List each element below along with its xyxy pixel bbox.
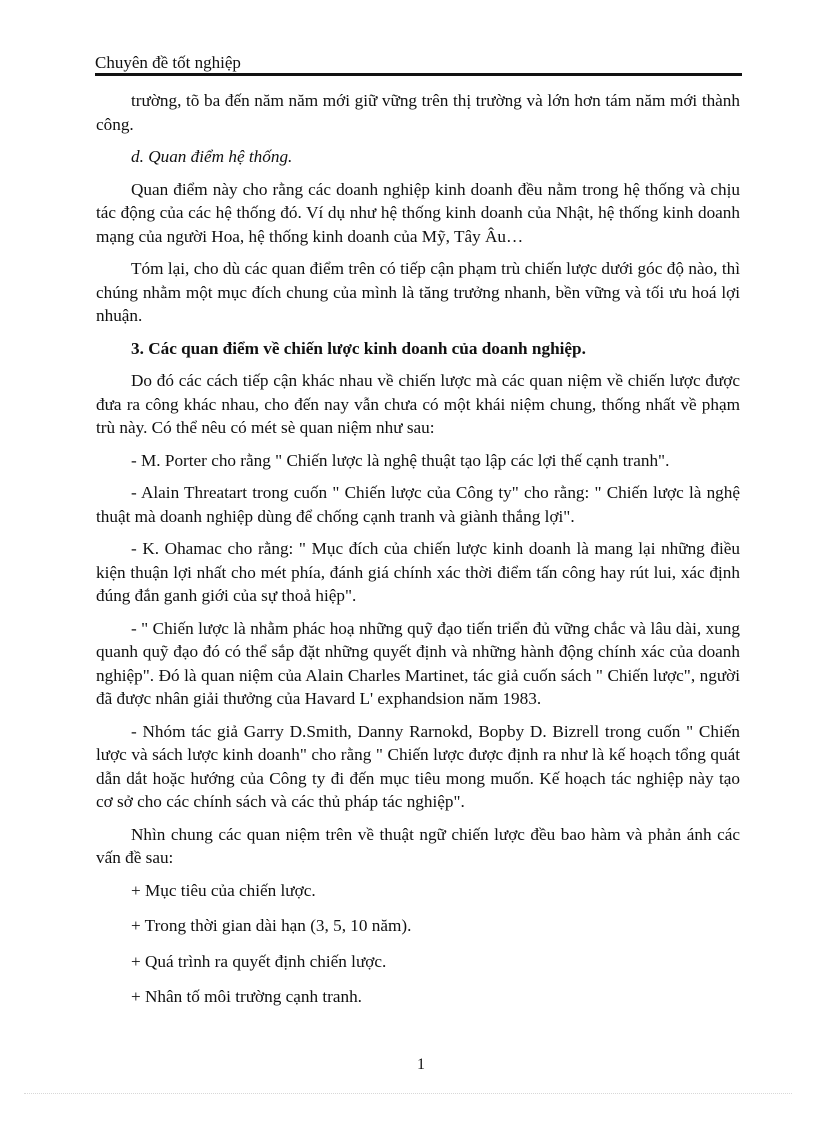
section-heading-strategy-views: 3. Các quan điểm về chiến lược kinh doanh của doanh nghiệp. (131, 338, 586, 358)
header-title: Chuyên đề tốt nghiệp (95, 53, 241, 72)
quote-porter: - M. Porter cho rằng " Chiến lược là nghệ thuật tạo lập các lợi thế cạnh tranh". (131, 450, 670, 470)
list-item-long-term: + Trong thời gian dài hạn (3, 5, 10 năm). (131, 916, 412, 935)
quote-ohamac: - K. Ohamac cho rằng: " Mục đích của chiến lược kinh doanh là mang lại những điều kiện thuận lợi nhất cho mét phía, đánh giá chính xác thời điểm tấn công hay rút lui, xác định đúng đắn ganh giới của sự thoả hiệp". (96, 539, 740, 605)
quote-martinet: - " Chiến lược là nhằm phác hoạ những quỹ đạo tiến triển đủ vững chắc và lâu dài, xung quanh quỹ đạo đó có thể sắp đặt những quyết định và những hành động chính xác của doanh nghiệp". Đó là quan niệm của Alain Charles Martinet, tác giả cuốn sách " Chiến lược", người đã được nhân giải thưởng của Havard L' exphandsion năm 1983. (96, 618, 740, 708)
paragraph-continuation: trường, tõ ba đến năm năm mới giữ vững trên thị trường và lớn hơn tám năm mới thành công. (96, 91, 740, 134)
header-rule (95, 73, 742, 76)
paragraph-overview: Nhìn chung các quan niệm trên về thuật ngữ chiến lược đều bao hàm và phản ánh các vấn đề sau: (96, 824, 740, 867)
list-item-objective: + Mục tiêu của chiến lược. (131, 880, 316, 900)
page-number: 1 (417, 1056, 425, 1073)
quote-smith-group: - Nhóm tác giả Garry D.Smith, Danny Rarnokd, Bopby D. Bizrell trong cuốn " Chiến lược và sách lược kinh doanh" cho rằng " Chiến lược được định ra như là kế hoạch tổng quát dẫn dắt hoặc hướng của Công ty đi đến mục tiêu mong muốn. Kế hoạch tác nghiệp này tạo cơ sở cho các chính sách và các thủ pháp tác nghiệp". (96, 721, 740, 811)
page-header (95, 52, 742, 77)
list-item-competitive-environment: + Nhân tố môi trường cạnh tranh. (131, 987, 362, 1006)
footer-divider (24, 1093, 792, 1094)
list-item-decision-process: + Quá trình ra quyết định chiến lược. (131, 951, 387, 971)
paragraph-system-view: Quan điểm này cho rằng các doanh nghiệp kinh doanh đều nằm trong hệ thống và chịu tác động của các hệ thống đó. Ví dụ như hệ thống kinh doanh của Nhật, hệ thống kinh doanh mạng của người Hoa, hệ thống kinh doanh của Mỹ, Tây Âu… (96, 179, 740, 246)
paragraph-summary: Tóm lại, cho dù các quan điểm trên có tiếp cận phạm trù chiến lược dưới góc độ nào, thì chúng nhằm một mục đích chung của mình là tăng trưởng nhanh, bền vững và tối ưu hoá lợi nhuận. (96, 259, 740, 325)
section-heading-system-view: d. Quan điểm hệ thống. (131, 147, 293, 166)
document-body (96, 89, 740, 1021)
quote-threatart: - Alain Threatart trong cuốn " Chiến lược của Công ty" cho rằng: " Chiến lược là nghệ thuật mà doanh nghiệp dùng để chống cạnh tranh và giành thắng lợi". (96, 483, 740, 526)
paragraph-intro-concepts: Do đó các cách tiếp cận khác nhau về chiến lược mà các quan niệm về chiến lược được đưa ra công khác nhau, cho đến nay vẫn chưa có một khái niệm chung, thống nhất về phạm trù này. Có thể nêu có mét sè quan niệm như sau: (96, 371, 740, 437)
